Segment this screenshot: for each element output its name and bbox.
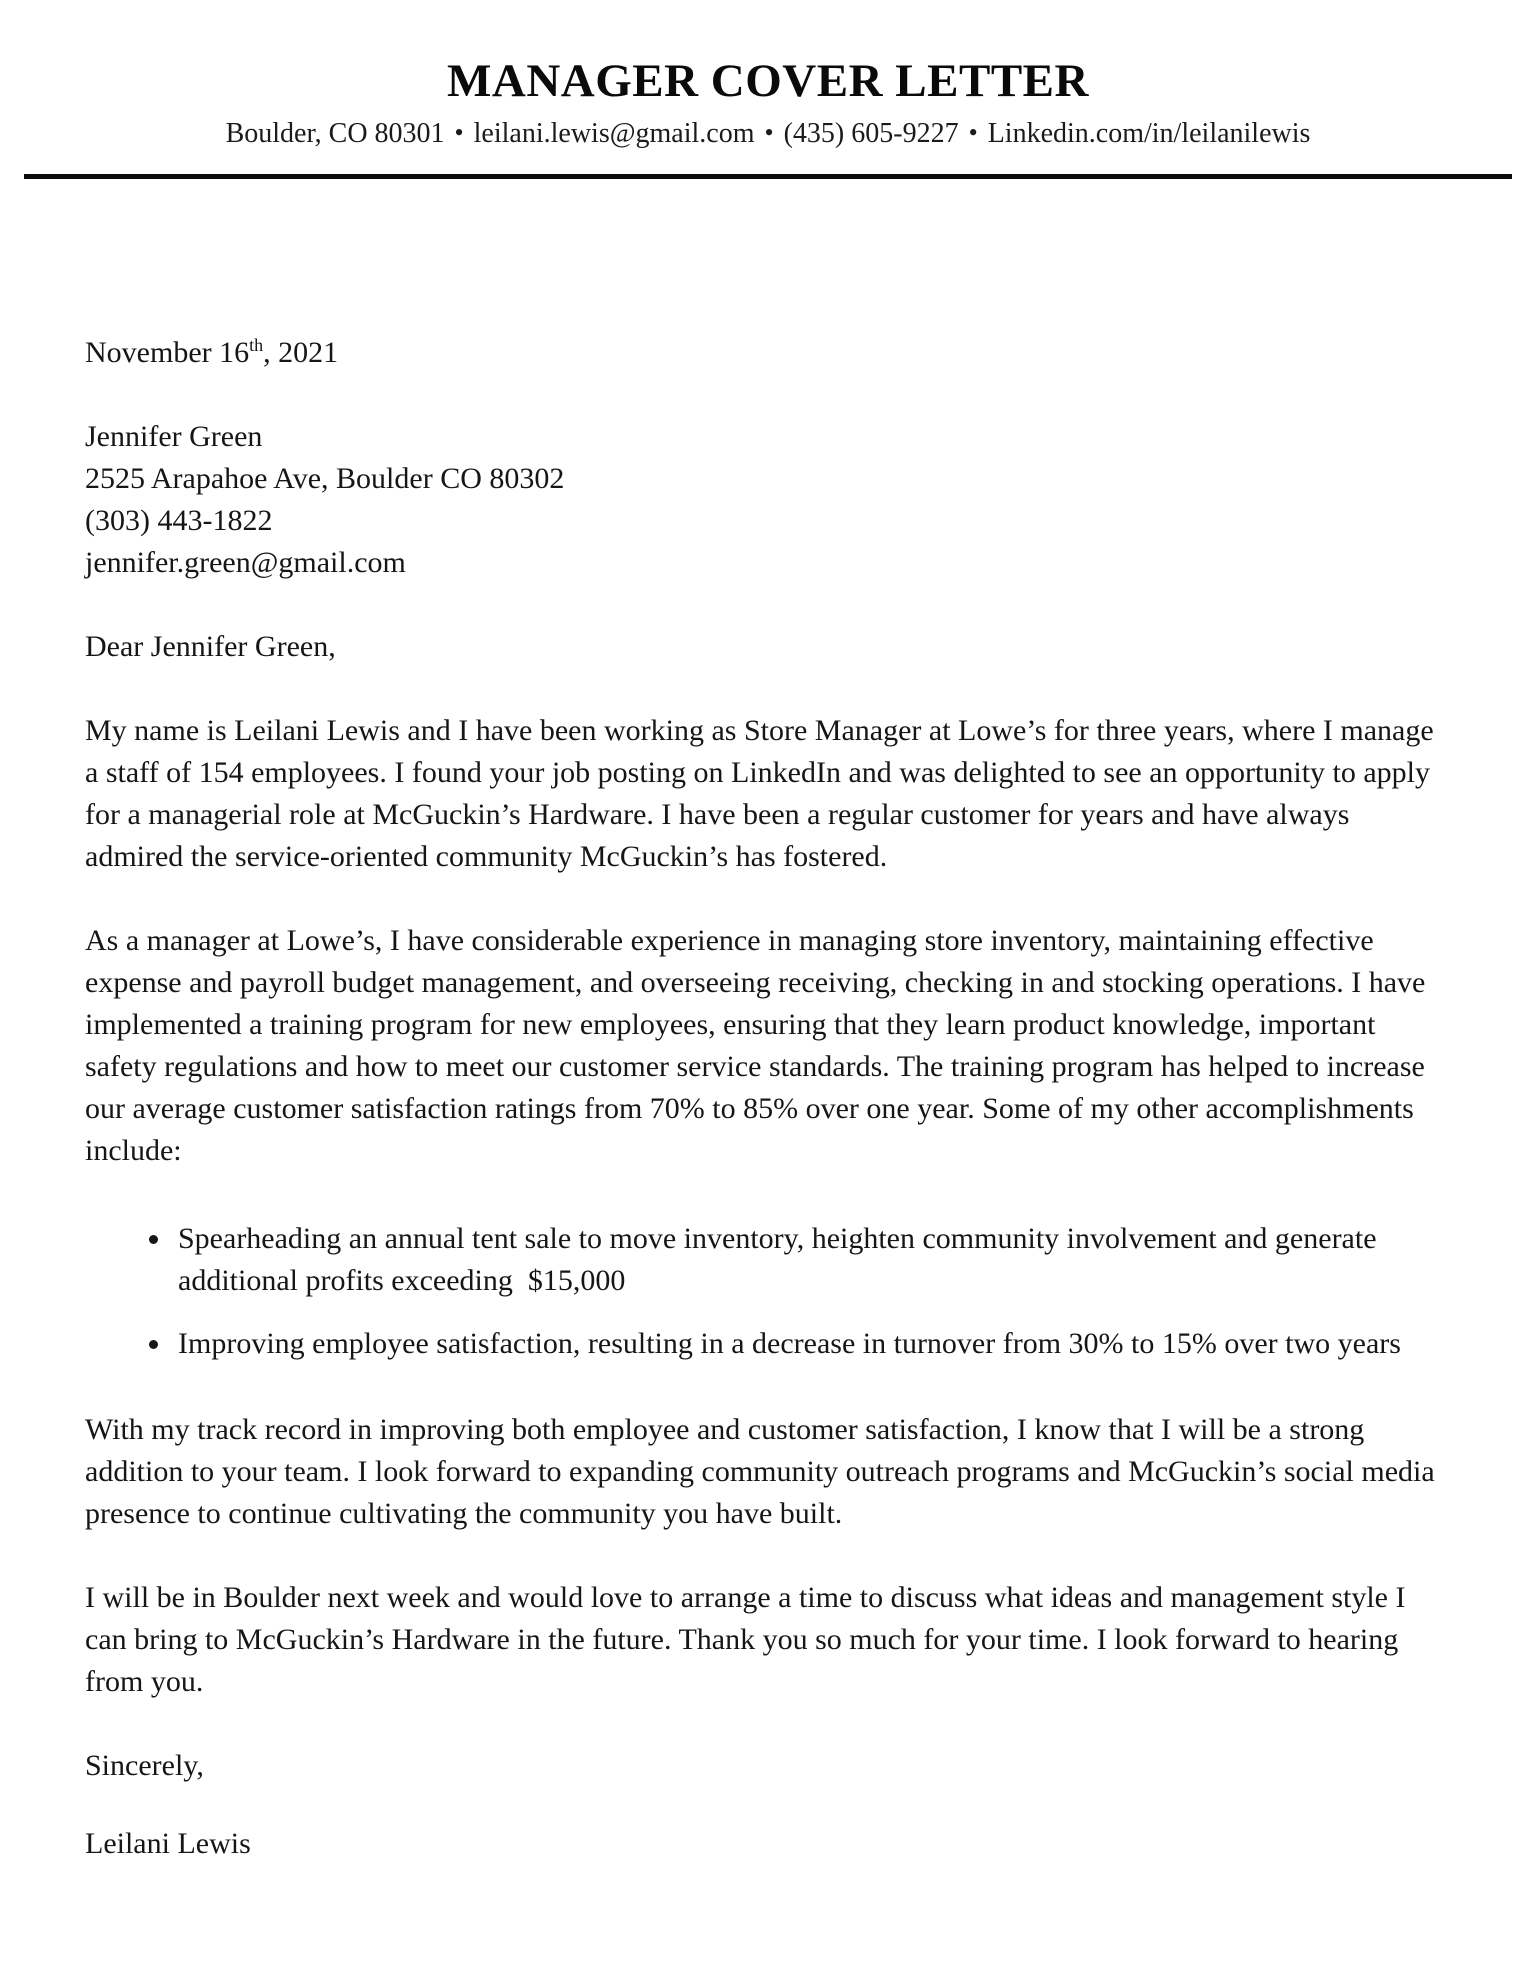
recipient-block: [85, 416, 1451, 584]
recipient-name: Jennifer Green: [85, 420, 263, 454]
date-ordinal: th: [249, 335, 264, 356]
contact-line: [85, 116, 1451, 152]
list-item-employee-satisfaction: • Improving employee satisfaction, resulting in a decrease in turnover from 30% to 15% over two years: [173, 1323, 1451, 1365]
letter-title: MANAGER COVER LETTER: [447, 55, 1089, 107]
header-divider: [24, 174, 1512, 179]
letter-body: [85, 332, 1451, 1865]
closing-salutation: Sincerely,: [85, 1749, 204, 1783]
list-item-tent-sale: • Spearheading an annual tent sale to move inventory, heighten community involvement and generate additional profits exceeding $15,000: [173, 1218, 1451, 1302]
greeting: Dear Jennifer Green,: [85, 630, 336, 664]
recipient-address: 2525 Arapahoe Ave, Boulder CO 80302: [85, 462, 565, 496]
contact-phone: (435) 605-9227: [783, 118, 959, 150]
letter-header: [85, 54, 1451, 179]
paragraph-experience: As a manager at Lowe’s, I have considerable experience in managing store inventory, maintaining effective expense and payroll budget management, and overseeing receiving, checking in and stocking operations. I have implemented a training program for new employees, ensuring that they learn product knowledge, important safety regulations and how to meet our customer service standards. The training program has helped to increase our average customer satisfaction ratings from 70% to 85% over one year. Some of my other accomplishments include:: [85, 924, 1433, 1168]
contact-email: leilani.lewis@gmail.com: [473, 118, 755, 150]
contact-linkedin: Linkedin.com/in/leilanilewis: [987, 118, 1311, 150]
paragraph-introduction: My name is Leilani Lewis and I have been working as Store Manager at Lowe’s for three years, where I manage a staff of 154 employees. I found your job posting on LinkedIn and was delighted to see an opportunity to apply for a managerial role at McGuckin’s Hardware. I have been a regular customer for years and have always admired the service-oriented community McGuckin’s has fostered.: [85, 714, 1442, 874]
recipient-email: jennifer.green@gmail.com: [85, 546, 406, 580]
accomplishments-list: [85, 1218, 1451, 1365]
paragraph-availability: I will be in Boulder next week and would love to arrange a time to discuss what ideas and management style I can bring to McGuckin’s Hardware in the future. Thank you so much for your time. I look forward to hearing from you.: [85, 1581, 1413, 1699]
paragraph-track-record: With my track record in improving both employee and customer satisfaction, I know that I will be a strong addition to your team. I look forward to expanding community outreach programs and McGuckin’s social media presence to continue cultivating the community you have built.: [85, 1413, 1443, 1531]
bullet-separator-icon: •: [968, 118, 978, 148]
date-day: November 16: [85, 336, 250, 370]
contact-location: Boulder, CO 80301: [225, 118, 445, 150]
letter-date: [85, 332, 1451, 374]
date-year: , 2021: [263, 336, 339, 370]
bullet-separator-icon: •: [764, 118, 774, 148]
bullet-separator-icon: •: [454, 118, 464, 148]
signature-name: Leilani Lewis: [85, 1827, 251, 1861]
recipient-phone: (303) 443-1822: [85, 504, 273, 538]
